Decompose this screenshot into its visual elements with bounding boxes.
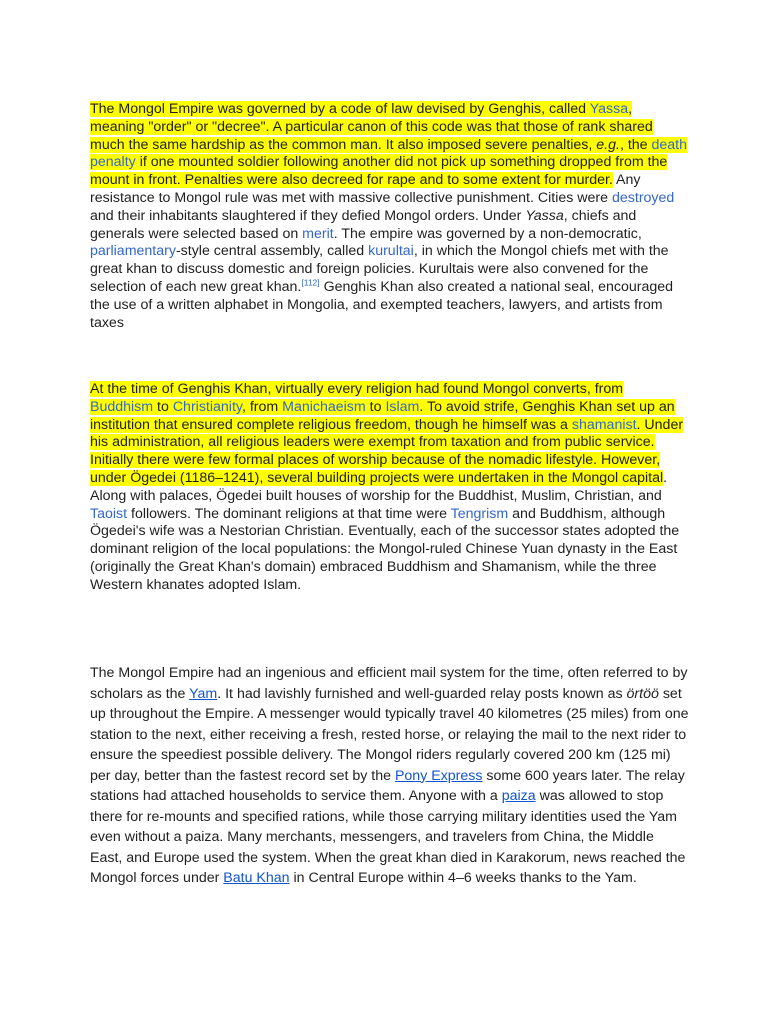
text-run: in Central Europe within 4–6 weeks thanks to the Yam. [289, 870, 637, 886]
link-batu-khan[interactable]: Batu Khan [223, 870, 290, 886]
text-run: and their inhabitants slaughtered if they defied Mongol orders. Under [90, 207, 526, 224]
text-run: , in which the Mongol chiefs met with the great khan to discuss domestic and foreign policies. Kurultais were also convened for the selection of each new great khan. [90, 243, 669, 295]
text-run: , from [241, 398, 283, 415]
text-run: if one mounted soldier following another did not pick up something dropped from the mount in front. Penalties were also decreed for rape and to some extent for murder. [90, 154, 668, 189]
link-paiza[interactable]: paiza [501, 788, 536, 804]
link-shamanist[interactable]: shamanist [571, 416, 637, 433]
paragraph-mongol-law [90, 101, 690, 332]
text-run: Genghis Khan also created a national seal, encouraged the use of a written alphabet in Mongolia, and exempted teachers, lawyers, and artists from taxes [90, 278, 674, 331]
text-run: -style central assembly, called [175, 243, 369, 260]
link-taoist[interactable]: Taoist [90, 505, 128, 522]
text-run: . Under his administration, all religious leaders were exempt from taxation and from public service. Initially there were few formal places of worship because of the nomadic lifestyle. However, under Ögedei (1186–1241), several building projects were undertaken in the Mongol capital [90, 416, 684, 486]
link-merit[interactable]: merit [302, 225, 334, 242]
text-run: and Buddhism, although Ögedei's wife was a Nestorian Christian. Eventually, each of the successor states adopted the dominant religion of the local populations: the Mongol-ruled Chinese Yuan dynasty in the East (originally the Great Khan's domain) embraced Buddhism and Shamanism, while the three Western khanates adopted Islam. [90, 505, 680, 593]
text-run: . Along with palaces, Ögedei built houses of worship for the Buddhist, Muslim, Christian, and [90, 469, 668, 504]
paragraph-yam-mail [90, 663, 690, 889]
link-christianity[interactable]: Christianity [172, 398, 242, 415]
link-death-penalty[interactable]: death penalty [90, 136, 688, 171]
text-run: . It had lavishly furnished and well-guarded relay posts known as [217, 685, 627, 702]
text-run: , the [619, 136, 652, 153]
link-yam[interactable]: Yam [189, 685, 218, 702]
text-run: , chiefs and generals were selected based on [90, 207, 637, 242]
highlighted-text [90, 101, 687, 188]
highlighted-text [90, 381, 683, 486]
text-run: to [365, 398, 386, 415]
link-tengrism[interactable]: Tengrism [450, 505, 509, 522]
citation-reference[interactable]: [112] [301, 277, 320, 288]
text-run: , meaning "order" or "decree". A particular canon of this code was that those of rank shared much the same hardship as the common man. It also imposed severe penalties, [90, 101, 653, 153]
text-run: some 600 years later. The relay stations had attached households to service them. Anyone with a [90, 767, 685, 804]
link-parliamentary[interactable]: parliamentary [90, 243, 176, 260]
text-run: to [153, 398, 173, 415]
link-manichaeism[interactable]: Manichaeism [282, 398, 366, 415]
text-run-italic: örtöö [626, 685, 659, 702]
text-run: . To avoid strife, Genghis Khan set up an institution that ensured complete religious freedom, though he himself was a [90, 398, 675, 433]
text-run: followers. The dominant religions at that time were [127, 505, 451, 522]
text-run: set up throughout the Empire. A messenger would typically travel 40 kilometres (25 miles) from one station to the next, either receiving a fresh, rested horse, or relaying the mail to the next rider to ensure the speediest possible delivery. The Mongol riders regularly covered 200 km (125 mi) per day, better than the fastest record set by the [90, 685, 689, 784]
link-kurultai[interactable]: kurultai [368, 243, 414, 260]
text-run-italic: e.g. [596, 136, 620, 153]
text-run-italic: Yassa [525, 207, 564, 224]
link-buddhism[interactable]: Buddhism [90, 398, 154, 415]
text-run: was allowed to stop there for re-mounts and specified rations, while those carrying military identities used the Yam even without a paiza. Many merchants, messengers, and travelers from China, the Middle East, and Europe used the system. When the great khan died in Karakorum, news reached the Mongol forces under [90, 788, 686, 886]
text-run: At the time of Genghis Khan, virtually every religion had found Mongol converts, from [90, 381, 624, 397]
link-yassa[interactable]: Yassa [589, 101, 629, 117]
text-run: Any resistance to Mongol rule was met with massive collective punishment. Cities were [90, 172, 641, 206]
link-destroyed[interactable]: destroyed [612, 189, 675, 206]
paragraph-religion [90, 381, 690, 595]
link-pony-express[interactable]: Pony Express [394, 767, 483, 784]
link-islam[interactable]: Islam [385, 398, 420, 415]
text-run: The Mongol Empire was governed by a code of law devised by Genghis, called [90, 101, 590, 117]
text-run: . The empire was governed by a non-democratic, [333, 225, 642, 242]
text-run: The Mongol Empire had an ingenious and efficient mail system for the time, often referred to by scholars as the [90, 665, 688, 702]
